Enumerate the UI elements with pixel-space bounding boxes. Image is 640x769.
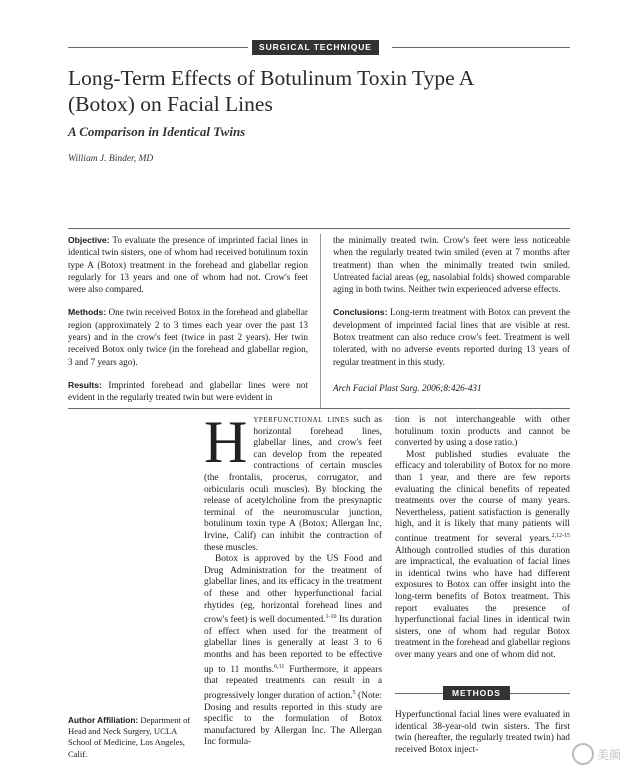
objective-text: To evaluate the presence of imprinted facial lines in identical twin sisters, one of whom had received botulinum toxin type A (Botox) treatment in the forehead and glabellar region regularly for 13 years and one of whom had not. Crow's feet were also compared. [68, 235, 308, 295]
watermark-logo [572, 743, 634, 765]
abstract-results [68, 379, 308, 404]
studies-text-a: Most published studies evaluate the efficacy and tolerability of Botox for no more than 1 year, and there are few reports evaluating the clinical benefits of repeated treatments over the course of many years. Nevertheless, patient satisfaction is generally high, and it is likely that many patients will continue treatment for several years. [395, 449, 570, 545]
body-column-2 [395, 415, 570, 662]
journal-citation: Arch Facial Plast Surg. 2006;8:426-431 [333, 383, 482, 393]
methods-paragraph: Hyperfunctional facial lines were evaluated in identical 38-year-old twin sisters. The first twin (hereafter, the regularly treated twin) had received Botox inject- [395, 710, 570, 755]
abstract-bottom-rule [68, 408, 570, 409]
title-line-1: Long-Term Effects of Botulinum Toxin Type A [68, 66, 475, 90]
methods-label: Methods: [68, 307, 107, 318]
botox-approval-paragraph [204, 554, 382, 749]
watermark-circle-icon [572, 743, 594, 765]
header-rule-left [68, 47, 248, 48]
affiliation-text: Department of Head and Neck Surgery, UCLA School of Medicine, Los Angeles, Calif. [68, 715, 191, 759]
section-label: SURGICAL TECHNIQUE [252, 40, 379, 55]
reference-2: 6,11 [274, 663, 285, 670]
abstract-left-column [68, 234, 308, 404]
article-subtitle: A Comparison in Identical Twins [68, 124, 246, 139]
reference-1: 1-10 [325, 614, 337, 621]
drop-cap: H [204, 409, 248, 475]
abstract-methods [68, 306, 308, 367]
watermark-text: 美颜 [597, 747, 622, 762]
studies-text-b: Although controlled studies of this duration are impractical, the evaluation of facial lines in identical twins who have had different exposures to Botox can offer insight into the long-term benefits of Botox treatment. This report evaluates the presence of hyperfunctional facial lines in identical twin sisters, one of whom had regular Botox treatment in the forehead and glabellar regions over many years and one of whom did not. [395, 545, 570, 660]
article-title [68, 65, 588, 117]
author-name: William J. Binder, MD [68, 154, 154, 164]
abstract-column-divider [320, 234, 321, 408]
abstract-objective [68, 234, 308, 295]
results-label: Results: [68, 379, 102, 390]
continuation-paragraph: tion is not interchangeable with other botulinum toxin products and cannot be converted by using a dose ratio.) [395, 415, 570, 449]
abstract-top-rule [68, 228, 570, 229]
studies-paragraph [395, 450, 570, 662]
abstract-conclusions [333, 306, 570, 367]
intro-text: such as horizontal forehead lines, glabellar lines, and crow's feet can develop from the repeated contractions of certain muscles (the frontalis, procerus, corrugator, and orbicularis oculi muscles). By blocking the release of acetylcholine from the presynaptic terminal of the neuromuscular junction, botulinum toxin type A (Botox; Allergan Inc, Irvine, Calif) can inhibit the contraction of these muscles. [204, 415, 382, 553]
conclusions-text: Long-term treatment with Botox can prevent the development of imprinted facial lines that are visible at rest. Botox treatment can also reduce crow's feet. Treatment is well tolerated, with no adverse events reported during 13 years of regular treatment in this study. [333, 307, 570, 367]
objective-label: Objective: [68, 235, 110, 245]
header-rule-right [392, 47, 570, 48]
methods-column [395, 710, 570, 760]
affiliation-label: Author Affiliation: [68, 715, 139, 725]
methods-text: One twin received Botox in the forehead and glabellar region (approximately 2 to 3 times each year over the past 13 years) and in the crow's feet (twice in past 2 years). Her twin received Botox only twice (in the forehead and glabellar region, 3 and 7 years ago). [68, 307, 308, 367]
methods-heading: METHODS [443, 686, 510, 700]
abstract-right-column [333, 234, 570, 368]
title-line-2: (Botox) on Facial Lines [68, 92, 273, 116]
approval-text-c: Furthermore, it appears that repeated treatments can result in a progressively longer duration of action. [204, 664, 382, 702]
results-text: Imprinted forehead and glabellar lines were not evident in the regularly treated twin but were evident in [68, 379, 308, 403]
results-continued: the minimally treated twin. Crow's feet were less noticeable when the regularly treated twin smiled (even at 7 months after treatment) than when the minimally treated twin smiled. Untreated facial areas (eg, nasolabial folds) showed comparable aging in both twins. Neither twin experienced adverse effects. [333, 235, 570, 295]
approval-text-b: Its duration of effect when used for the treatment of glabellar lines is generally at least 3 to 6 months and has been reported to be effective up to 11 months. [204, 615, 382, 675]
approval-text-a: Botox is approved by the US Food and Drug Administration for the treatment of glabellar lines, and its efficacy in the treatment of these and other hyperfunctional facial rhytides (eg, horizontal forehead lines and crow's feet) is well documented. [204, 554, 382, 626]
reference-3: 5 [352, 689, 356, 696]
conclusions-label: Conclusions: [333, 307, 388, 318]
author-affiliation [68, 715, 193, 760]
approval-text-d: (Note: Dosing and results reported in this study are specific to the formulation of Botox manufactured by Allergan Inc. The Allergan Inc formula- [204, 691, 383, 748]
reference-4: 2,12-15 [551, 532, 570, 539]
intro-smallcaps: yperfunctional lines [253, 415, 350, 425]
body-column-1 [204, 409, 383, 749]
intro-paragraph [204, 409, 382, 554]
